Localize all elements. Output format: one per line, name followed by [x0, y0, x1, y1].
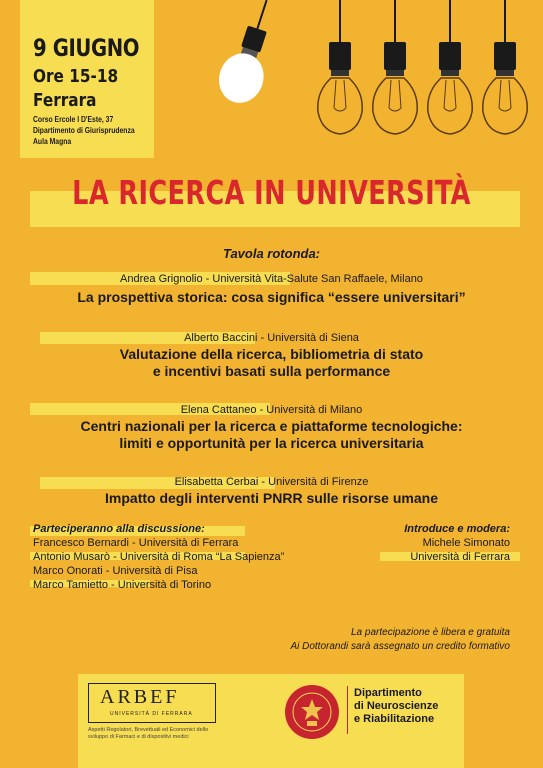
moderator-block — [404, 522, 510, 564]
talk-title: La prospettiva storica: cosa significa “essere universitari” — [77, 289, 466, 305]
list-item: Francesco Bernardi - Università di Ferrara — [33, 537, 239, 549]
event-time: Ore 15-18 — [33, 66, 119, 87]
address-line: Corso Ercole I D'Este, 37 — [33, 115, 114, 124]
address-line: Dipartimento di Giurisprudenza — [33, 126, 135, 135]
participation-note: La partecipazione è libera e gratuita Ai Dottorandi sarà assegnato un credito formativo — [290, 627, 510, 652]
talk-speaker: Elena Cattaneo - Università di Milano — [180, 404, 363, 416]
discussion-list — [33, 522, 284, 592]
list-item: Marco Onorati - Università di Pisa — [33, 565, 198, 577]
bulb-icon — [318, 0, 362, 134]
moderator-name: Michele Simonato — [422, 537, 510, 549]
light-bulbs-illustration — [190, 0, 543, 150]
list-item: Antonio Musarò - Università di Roma “La Sapienza” — [33, 551, 285, 563]
divider — [347, 686, 348, 734]
arbef-description: Aspetti Regolatori, Brevettuali ed Economici dello sviluppo di Farmaci e di dispositivi medici — [88, 727, 209, 740]
arbef-subtitle: UNIVERSITÀ DI FERRARA — [110, 711, 193, 717]
event-date: 9 GIUGNO — [33, 34, 140, 62]
bulb-icon — [483, 0, 527, 134]
talk-title: limiti e opportunità per la ricerca universitaria — [119, 435, 424, 451]
department-name: Dipartimento di Neuroscienze e Riabilitazione — [354, 687, 439, 725]
list-item: Marco Tamietto - Università di Torino — [33, 579, 212, 591]
bulb-icon — [428, 0, 472, 134]
page-title: LA RICERCA IN UNIVERSITÀ — [72, 173, 471, 212]
talk-title: Valutazione della ricerca, bibliometria di stato — [119, 346, 424, 362]
moderator-heading: Introduce e modera: — [404, 523, 510, 535]
talk-speaker: Andrea Grignolio - Università Vita-Salute San Raffaele, Milano — [120, 273, 423, 285]
discussion-heading: Parteciperanno alla discussione: — [33, 523, 205, 535]
event-city: Ferrara — [33, 90, 97, 111]
university-seal-icon — [283, 683, 341, 741]
talk-title: Centri nazionali per la ricerca e piattaforme tecnologiche: — [80, 418, 463, 434]
talk-speaker: Alberto Baccini - Università di Siena — [184, 332, 359, 344]
lit-bulb-icon — [213, 0, 288, 109]
moderator-affiliation: Università di Ferrara — [410, 551, 510, 563]
arbef-logo: ARBEF — [100, 686, 180, 708]
bulb-icon — [373, 0, 417, 134]
address-line: Aula Magna — [33, 137, 72, 146]
round-table-heading: Tavola rotonda: — [222, 246, 321, 261]
talk-title: Impatto degli interventi PNRR sulle risorse umane — [105, 490, 438, 506]
talk-title: e incentivi basati sulla performance — [152, 363, 391, 379]
talk-speaker: Elisabetta Cerbai - Università di Firenze — [174, 476, 369, 488]
